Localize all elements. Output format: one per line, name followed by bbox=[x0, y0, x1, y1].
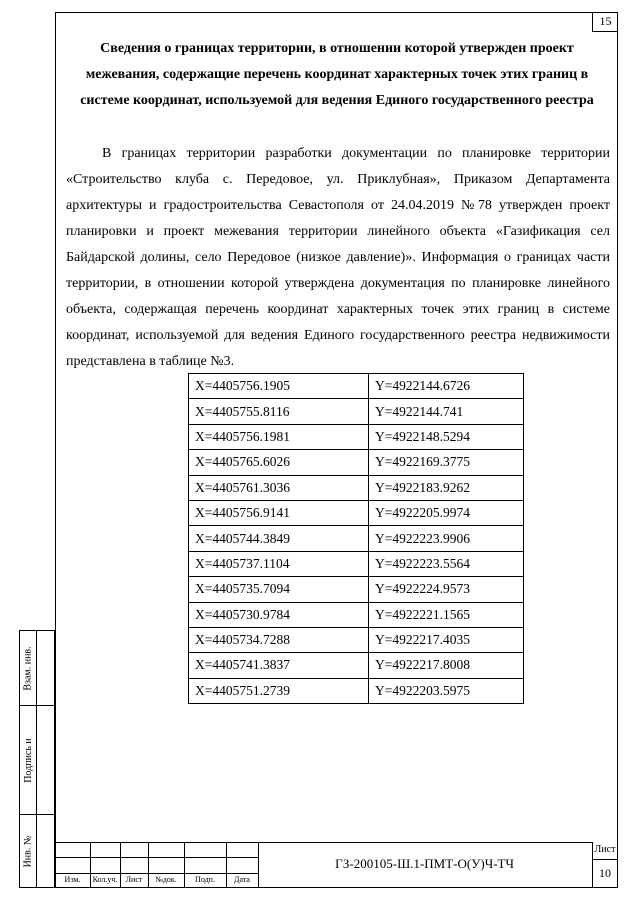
stamp-header-izm: Изм. bbox=[64, 875, 81, 884]
table-row bbox=[189, 602, 524, 627]
table-row bbox=[189, 526, 524, 551]
sidebar-label: Инв. № bbox=[22, 835, 34, 867]
coord-y-cell: Y=4922223.5564 bbox=[369, 551, 524, 576]
page-number: 15 bbox=[592, 12, 618, 32]
document-code: ГЗ-200105-Ш.1-ПМТ-О(У)Ч-ТЧ bbox=[335, 856, 514, 871]
body-paragraph bbox=[66, 141, 610, 375]
sidebar-vzam-inv bbox=[19, 630, 55, 706]
coord-y-cell: Y=4922144.741 bbox=[369, 399, 524, 424]
stamp-header-data: Дата bbox=[234, 875, 250, 884]
coord-y-cell: Y=4922221.1565 bbox=[369, 602, 524, 627]
coord-x-cell: X=4405751.2739 bbox=[189, 678, 369, 703]
sidebar-value-cell bbox=[36, 705, 55, 815]
table-row bbox=[189, 653, 524, 678]
table-row bbox=[189, 475, 524, 500]
coord-x-cell: X=4405756.1981 bbox=[189, 424, 369, 449]
table-row bbox=[189, 678, 524, 703]
table-row bbox=[189, 374, 524, 399]
sidebar-podpis bbox=[19, 705, 55, 815]
stamp-header-ndok: №док. bbox=[155, 875, 177, 884]
coord-y-cell: Y=4922183.9262 bbox=[369, 475, 524, 500]
stamp-header-podp: Подп. bbox=[195, 875, 215, 884]
table-row bbox=[189, 424, 524, 449]
sidebar-label: Подпись и bbox=[22, 737, 34, 783]
table-row bbox=[189, 399, 524, 424]
coord-x-cell: X=4405755.8116 bbox=[189, 399, 369, 424]
coord-y-cell: Y=4922169.3775 bbox=[369, 450, 524, 475]
coord-y-cell: Y=4922144.6726 bbox=[369, 374, 524, 399]
coord-y-cell: Y=4922223.9906 bbox=[369, 526, 524, 551]
coord-x-cell: X=4405765.6026 bbox=[189, 450, 369, 475]
coord-y-cell: Y=4922148.5294 bbox=[369, 424, 524, 449]
table-row bbox=[189, 627, 524, 652]
coord-x-cell: X=4405735.7094 bbox=[189, 577, 369, 602]
table-row bbox=[189, 500, 524, 525]
coord-x-cell: X=4405734.7288 bbox=[189, 627, 369, 652]
table-row bbox=[189, 577, 524, 602]
coord-y-cell: Y=4922217.4035 bbox=[369, 627, 524, 652]
section-title: Сведения о границах территории, в отношении которой утвержден проект межевания, содержащие перечень координат характерных точек этих границ в системе координат, используемой для ведения Единого государственного реестра bbox=[80, 41, 594, 108]
coord-x-cell: X=4405744.3849 bbox=[189, 526, 369, 551]
stamp-header-kol: Кол.уч. bbox=[92, 875, 118, 884]
sidebar-inv-no bbox=[19, 814, 55, 888]
coord-y-cell: Y=4922205.9974 bbox=[369, 500, 524, 525]
coord-x-cell: X=4405741.3837 bbox=[189, 653, 369, 678]
coord-x-cell: X=4405761.3036 bbox=[189, 475, 369, 500]
sidebar-label: Взам. инв. bbox=[22, 645, 34, 691]
coordinates-table bbox=[188, 373, 524, 704]
table-row bbox=[189, 450, 524, 475]
coord-x-cell: X=4405737.1104 bbox=[189, 551, 369, 576]
sheet-number: 10 bbox=[599, 866, 611, 880]
stamp-header-list: Лист bbox=[125, 875, 143, 884]
sidebar-value-cell bbox=[36, 814, 55, 888]
sheet-label: Лист bbox=[594, 844, 616, 855]
coord-y-cell: Y=4922224.9573 bbox=[369, 577, 524, 602]
coord-x-cell: X=4405756.1905 bbox=[189, 374, 369, 399]
coord-x-cell: X=4405756.9141 bbox=[189, 500, 369, 525]
coord-y-cell: Y=4922203.5975 bbox=[369, 678, 524, 703]
table-row bbox=[189, 551, 524, 576]
coord-x-cell: X=4405730.9784 bbox=[189, 602, 369, 627]
paragraph-text: В границах территории разработки документации по планировке территории «Строительство клуба с. Передовое, ул. Приклубная», Приказом Департамента архитектуры и градостроительства Севастополя от 24.04.2019 №78 утвержден проект планировки и проект межевания территории линейного объекта «Газификация сел Байдарской долины, село Передовое (низкое давление)». Информация о границах части территории, в отношении которой утверждена документация по планировке линейного объекта, содержащая перечень координат характерных точек этих границ в системе координат, используемой для ведения Единого государственного реестра недвижимости представлена в таблице №3. bbox=[66, 146, 610, 369]
coord-y-cell: Y=4922217.8008 bbox=[369, 653, 524, 678]
sidebar-value-cell bbox=[36, 630, 55, 706]
